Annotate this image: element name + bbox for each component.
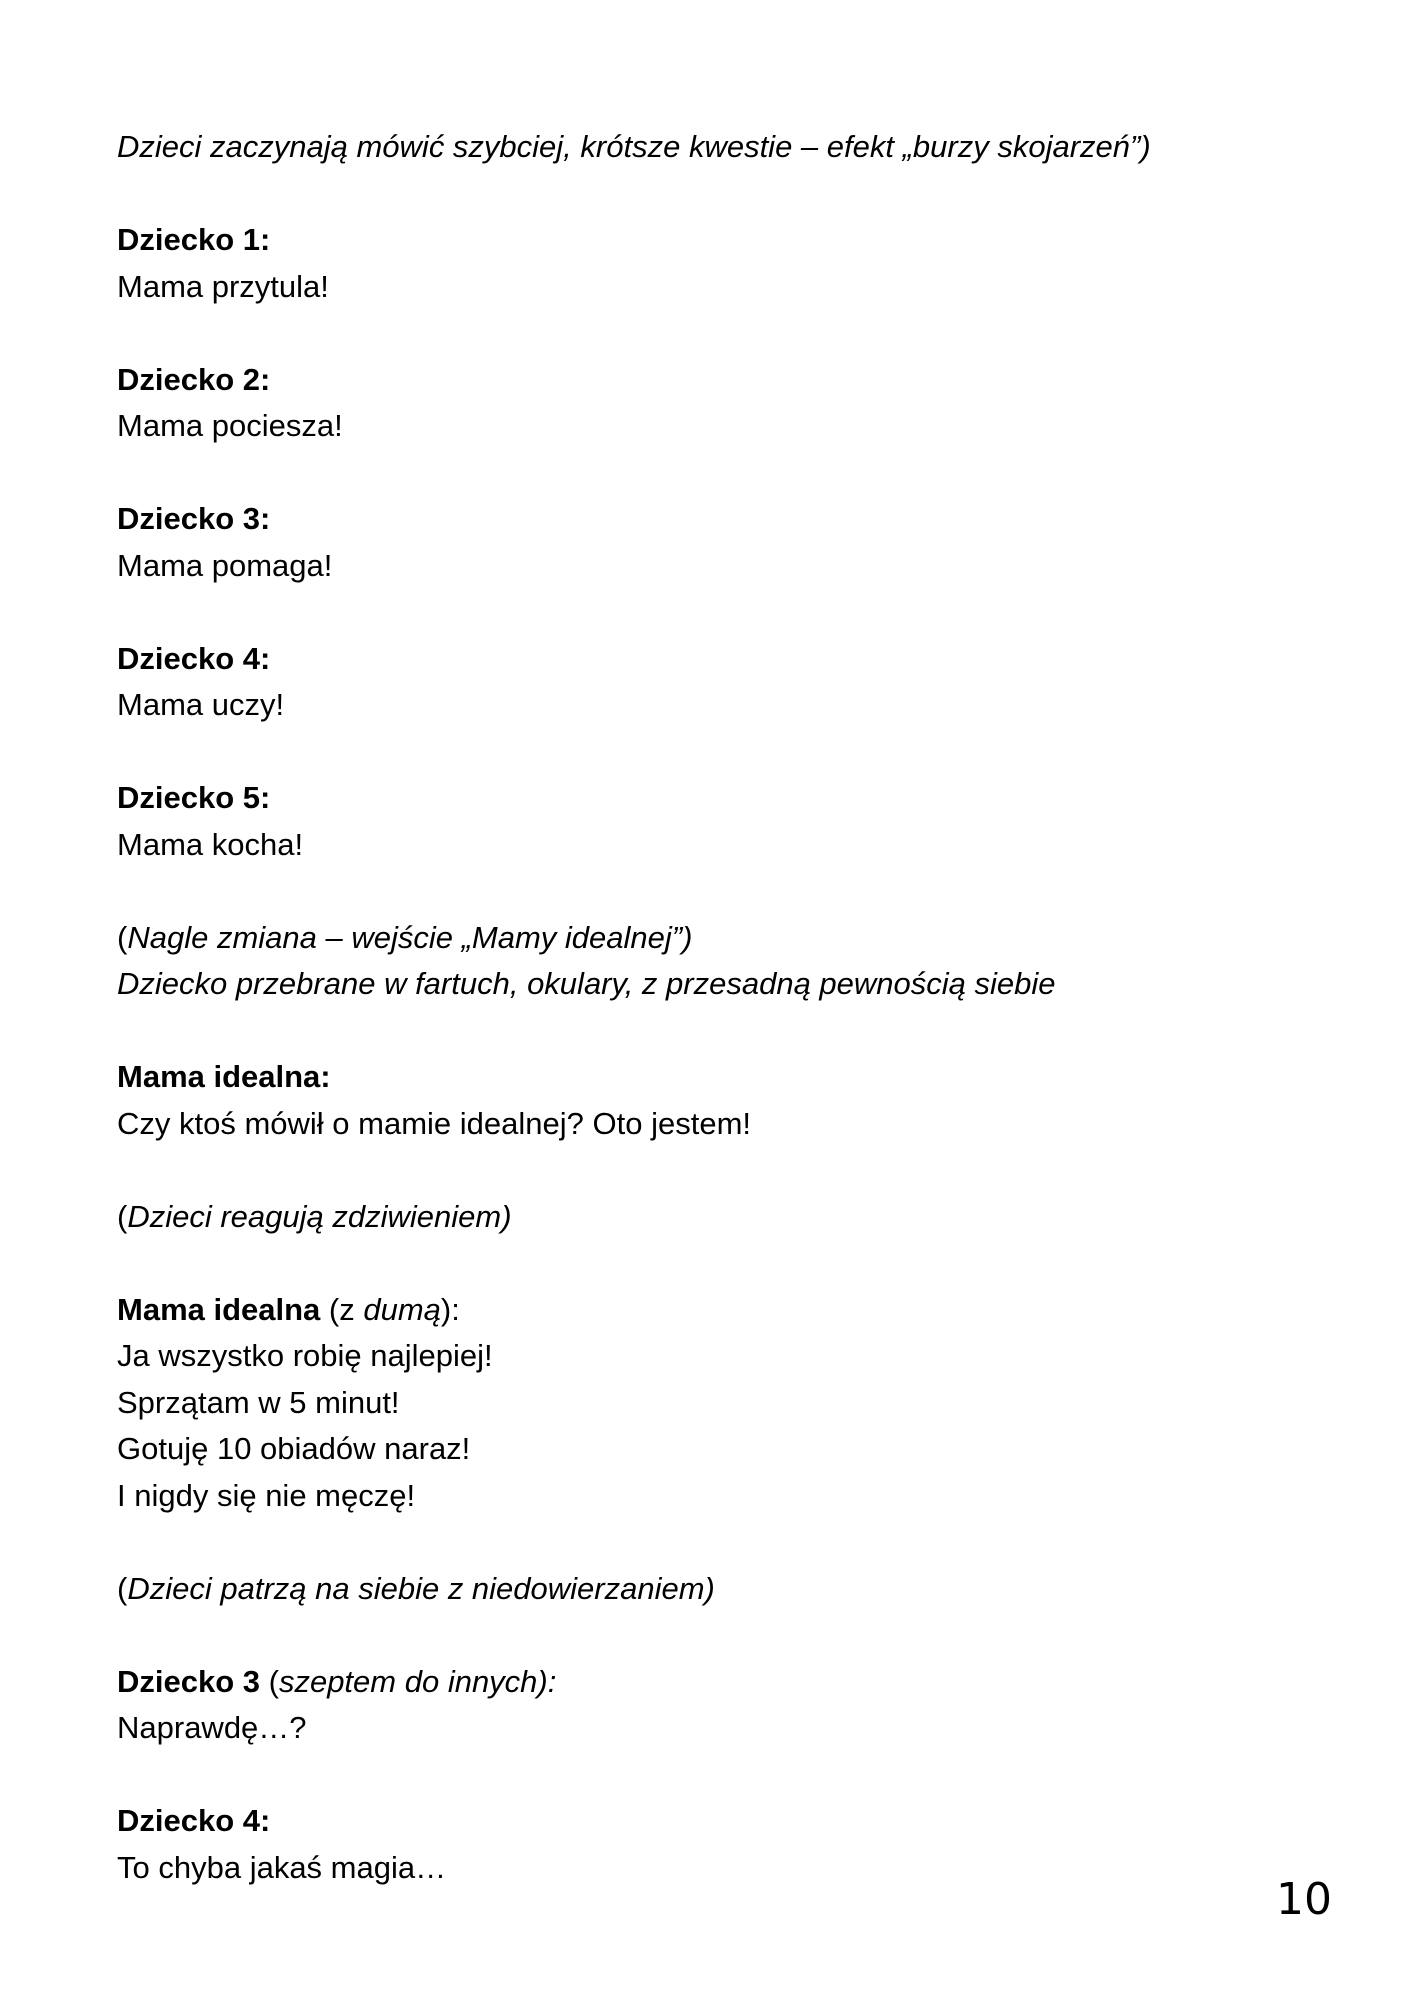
dialogue-line: Mama pociesza! — [117, 408, 343, 443]
paren-open: ( — [117, 1198, 128, 1234]
speaker-name: Dziecko 1: — [117, 222, 271, 257]
dialogue-line: I nigdy się nie męczę! — [117, 1477, 416, 1513]
paren-open: ( — [117, 919, 128, 955]
stage-direction — [117, 1566, 1297, 1613]
stage-direction-text: Dzieci reagują zdziwieniem) — [127, 1198, 512, 1234]
speaker-note-open: ( — [260, 1663, 279, 1699]
speaker-name: Dziecko 5: — [117, 780, 271, 815]
stage-direction — [117, 915, 1297, 962]
speaker-name: Dziecko 4: — [117, 640, 271, 676]
dialogue-line: To chyba jakaś magia… — [117, 1849, 447, 1885]
speaker-name: Dziecko 3 — [117, 1663, 261, 1699]
dialogue-line: Mama przytula! — [117, 268, 329, 304]
stage-direction: Dziecko przebrane w fartuch, okulary, z przesadną pewnością siebie — [117, 966, 1056, 1001]
dialogue-line: Mama pomaga! — [117, 547, 333, 583]
speaker-name: Dziecko 4: — [117, 1803, 271, 1838]
paren-open: ( — [117, 1570, 128, 1606]
speaker-name: Dziecko 2: — [117, 361, 271, 397]
dialogue-line: Ja wszystko robię najlepiej! — [117, 1338, 493, 1373]
speaker-note: szeptem do innych): — [278, 1663, 557, 1699]
stage-direction-text: Dzieci patrzą na siebie z niedowierzaniem) — [127, 1570, 715, 1606]
stage-direction — [117, 1194, 1297, 1241]
script-page — [117, 124, 1297, 1891]
speaker-note: dumą — [363, 1291, 441, 1327]
speaker-line — [117, 1659, 1297, 1706]
stage-direction: Dzieci zaczynają mówić szybciej, krótsze kwestie – efekt „burzy skojarzeń”) — [117, 129, 1151, 164]
dialogue-line: Czy ktoś mówił o mamie idealnej? Oto jestem! — [117, 1105, 752, 1141]
dialogue-line: Naprawdę…? — [117, 1710, 307, 1745]
speaker-name: Mama idealna — [117, 1291, 321, 1327]
speaker-note-open: (z — [320, 1291, 364, 1327]
page-number: 10 — [1276, 1874, 1332, 1925]
stage-direction-text: Nagle zmiana – wejście „Mamy idealnej”) — [127, 919, 693, 955]
speaker-name: Mama idealna: — [117, 1059, 331, 1094]
dialogue-line: Gotuję 10 obiadów naraz! — [117, 1431, 471, 1466]
speaker-note-close: ): — [440, 1291, 460, 1327]
dialogue-line: Mama kocha! — [117, 826, 304, 862]
dialogue-line: Sprzątam w 5 minut! — [117, 1384, 400, 1420]
dialogue-line: Mama uczy! — [117, 687, 285, 722]
speaker-name: Dziecko 3: — [117, 501, 271, 536]
speaker-line — [117, 1287, 1297, 1334]
